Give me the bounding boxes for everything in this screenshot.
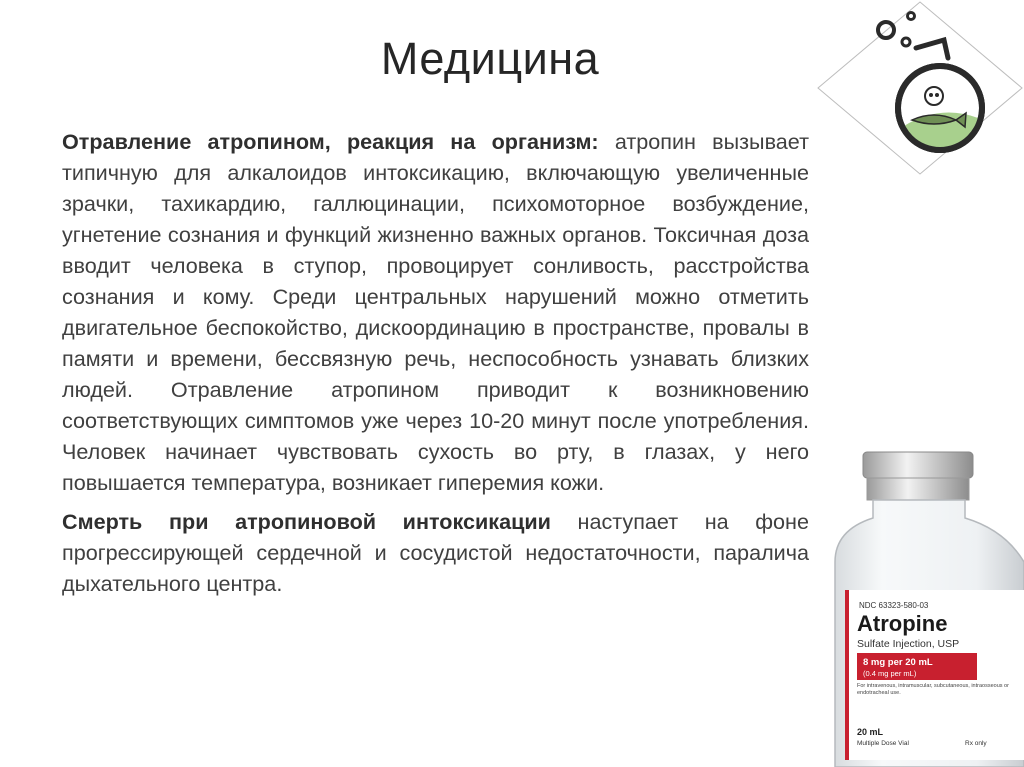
paragraph-death-lead: Смерть при атропиновой интоксикации bbox=[62, 509, 551, 534]
flask-skull-icon bbox=[816, 0, 1024, 176]
vial-dose: 8 mg per 20 mL bbox=[863, 657, 933, 668]
vial-ndc: NDC 63323-580-03 bbox=[859, 601, 929, 610]
paragraph-death-body: наступает на фоне прогрессирующей сердечной и сосудистой недостаточности, паралича дыхательного центра. bbox=[62, 509, 809, 596]
vial-volume: 20 mL bbox=[857, 727, 884, 737]
vial-subtitle: Sulfate Injection, USP bbox=[857, 638, 960, 650]
vial-type: Multiple Dose Vial bbox=[857, 740, 909, 747]
atropine-vial-image bbox=[815, 450, 1024, 767]
paragraph-poisoning bbox=[62, 126, 809, 498]
paragraph-poisoning-body: атропин вызывает типичную для алкалоидов интоксикацию, включающую увеличенные зрачки, тахикардию, галлюцинации, психомоторное возбуждение, угнетение сознания и функций жизненно важных органов. Токсичная доза вводит человека в ступор, провоцирует сонливость, расстройства сознания и кому. Среди центральных нарушений можно отметить двигательное беспокойство, дискоординацию в пространстве, провалы в памяти и времени, бессвязную речь, неспособность узнавать близких людей. Отравление атропином приводит к возникновению соответствующих симптомов уже через 10-20 минут после употребления. Человек начинает чувствовать сухость во рту, в глазах, у него повышается температура, возникает гиперемия кожи. bbox=[62, 129, 809, 495]
vial-name: Atropine bbox=[857, 611, 948, 636]
vial-rx: Rx only bbox=[965, 740, 987, 747]
vial-route: For intravenous, intramuscular, subcutaneous, intraosseous or endotracheal use. bbox=[857, 683, 1009, 696]
main-text bbox=[62, 126, 809, 599]
paragraph-poisoning-lead: Отравление атропином, реакция на организм: bbox=[62, 129, 599, 154]
paragraph-death bbox=[62, 506, 809, 599]
page-title: Медицина bbox=[380, 33, 600, 84]
vial-dose-sub: (0.4 mg per mL) bbox=[863, 669, 917, 678]
